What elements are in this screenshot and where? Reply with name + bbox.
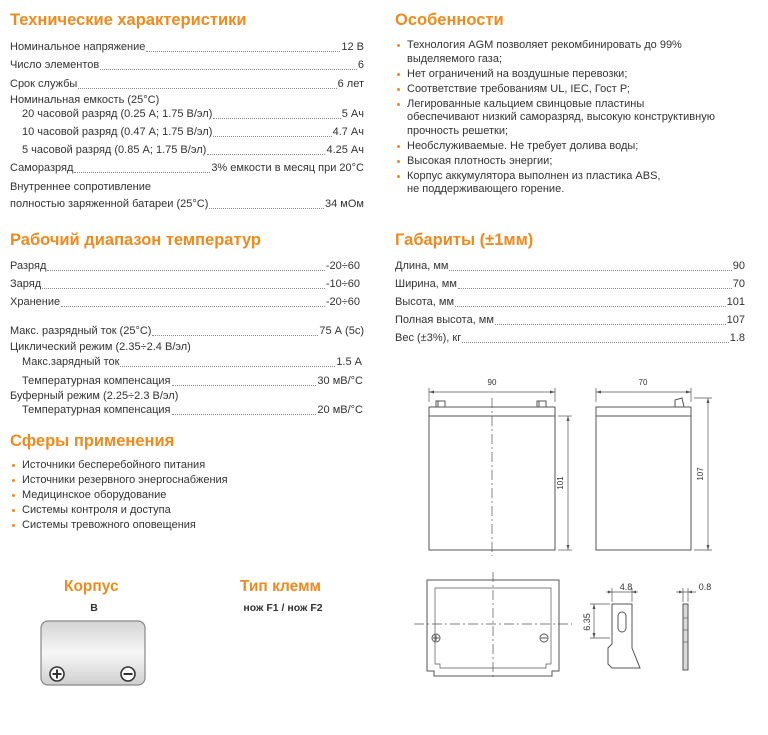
leader-dots [100,69,357,70]
spec-row [10,77,364,91]
current-row [10,324,364,338]
current-value: 20 мВ/°С [317,404,363,416]
spec-row [10,197,364,211]
list-item: Системы тревожного оповещения [10,519,370,533]
list-item: Корпус аккумулятора выполнен из пластика ABS, не поддерживающего горение. [395,170,755,197]
spec-value: 6 лет [337,78,364,90]
cyclic-mode-heading: Циклический режим (2.35÷2.4 В/эл) [10,341,191,353]
dimension-value: 70 [732,278,745,290]
spec-row [22,143,364,157]
leader-dots [455,306,726,307]
terminals-title: Тип клемм [240,578,322,595]
spec-value: 12 В [341,41,364,53]
minus-terminal-icon [121,667,135,681]
dimension-label: Высота, мм [395,296,455,308]
side-height-label: 107 [696,467,705,481]
list-item: Высокая плотность энергии; [395,155,755,169]
current-label: Макс.зарядный ток [22,356,120,368]
list-item: Нет ограничений на воздушные перевозки; [395,68,755,82]
current-value: 1.5 А [336,356,362,368]
temp-row [10,277,360,291]
spec-value: 34 мОм [325,198,364,210]
dimension-label: Полная высота, мм [395,314,494,326]
leader-dots [213,136,331,137]
spec-row [22,107,364,121]
plus-terminal-icon [50,667,64,681]
buffer-mode-heading: Буферный режим (2.25÷2.3 В/эл) [10,390,179,402]
leader-dots [78,88,336,89]
current-label: Макс. разрядный ток (25°С) [10,325,152,337]
leader-dots [74,172,210,173]
top-view [414,572,572,680]
spec-value: 5 Ач [341,108,364,120]
spec-value: 3% емкости в месяц при 20°С [211,162,364,174]
temp-value: -20÷60 [325,296,360,308]
terminal-thickness-detail [676,588,696,670]
spec-label: полностью заряженной батареи (25°С) [10,198,209,210]
applications-list [10,459,370,534]
temperature-title: Рабочий диапазон температур [10,231,262,249]
terminal-width-label: 4.8 [619,582,633,592]
list-item: Источники резервного энергоснабжения [10,474,370,488]
current-row [22,374,363,388]
dimension-label: Ширина, мм [395,278,457,290]
leader-dots [47,270,324,271]
leader-dots [61,306,325,307]
leader-dots [207,154,325,155]
spec-value: 4.7 Ач [332,126,364,138]
leader-dots [209,208,324,209]
spec-label: 10 часовой разряд (0.47 А; 1.75 В/эл) [22,126,213,138]
spec-label: Саморазряд [10,162,74,174]
list-item: Легированные кальцием свинцовые пластины обеспечивают низкий саморазряд, высокую конструктивную прочность решетки; [395,98,755,139]
dimension-row [395,295,745,309]
spec-label: 5 часовой разряд (0.85 А; 1.75 В/эл) [22,144,207,156]
leader-dots [42,288,325,289]
battery-drawing [400,368,730,680]
spec-label: Число элементов [10,59,100,71]
dimension-row [395,313,745,327]
leader-dots [120,366,335,367]
terminal-thickness-label: 0.8 [698,582,712,592]
current-row [22,403,363,417]
list-item: Соответствие требованиям UL, IEC, Гост Р; [395,83,755,97]
dimension-row [395,331,745,345]
list-item: Медицинское оборудование [10,489,370,503]
leader-dots [495,324,726,325]
spec-row [10,40,364,54]
applications-title: Сферы применения [10,432,175,450]
temp-label: Разряд [10,260,47,272]
leader-dots [152,335,318,336]
terminal-detail [590,588,640,668]
spec-label: Номинальное напряжение [10,41,146,53]
spec-capacity-heading: Номинальная емкость (25°С) [10,94,160,106]
features-list [395,39,755,198]
dimension-value: 107 [726,314,745,326]
dimension-row [395,259,745,273]
leader-dots [462,342,728,343]
list-item: Системы контроля и доступа [10,504,370,518]
front-height-label: 101 [556,476,565,490]
spec-value: 4.25 Ач [326,144,364,156]
list-item: Технология AGM позволяет рекомбинировать до 99% выделяемого газа; [395,39,755,66]
leader-dots [213,118,340,119]
dimension-value: 101 [726,296,745,308]
front-width-label: 90 [487,378,497,387]
specs-title: Технические характеристики [10,11,247,29]
terminals-value: нож F1 / нож F2 [243,602,323,614]
temp-row [10,259,360,273]
dimension-row [395,277,745,291]
dimension-label: Длина, мм [395,260,449,272]
spec-row [10,161,364,175]
leader-dots [172,385,317,386]
dimension-value: 90 [732,260,745,272]
dimensions-title: Габариты (±1мм) [395,231,534,249]
current-value: 30 мВ/°С [317,375,363,387]
dimension-label: Вес (±3%), кг [395,332,462,344]
temp-value: -10÷60 [325,278,360,290]
current-row [22,355,362,369]
temp-value: -20÷60 [325,260,360,272]
front-view [429,388,572,556]
temp-label: Хранение [10,296,61,308]
case-value: B [90,602,98,614]
list-item: Необслуживаемые. Не требует долива воды; [395,140,755,154]
list-item: Источники бесперебойного питания [10,459,370,473]
spec-row [22,125,364,139]
spec-value: 6 [357,59,364,71]
temp-row [10,295,360,309]
dimension-value: 1.8 [729,332,745,344]
current-value: 75 А (5с) [319,325,364,337]
spec-label: Срок службы [10,78,78,90]
case-title: Корпус [64,578,119,595]
spec-row [10,58,364,72]
spec-label: 20 часовой разряд (0.25 А; 1.75 В/эл) [22,108,213,120]
leader-dots [172,414,317,415]
temp-label: Заряд [10,278,42,290]
terminal-height-label: 6.35 [582,613,592,631]
current-label: Температурная компенсация [22,404,171,416]
spec-resistance-heading: Внутреннее сопротивление [10,181,151,193]
current-label: Температурная компенсация [22,375,171,387]
leader-dots [458,288,732,289]
features-title: Особенности [395,11,504,29]
case-top-view-image [40,620,146,686]
leader-dots [449,270,731,271]
side-view [596,388,712,550]
side-width-label: 70 [638,378,648,387]
leader-dots [146,51,340,52]
